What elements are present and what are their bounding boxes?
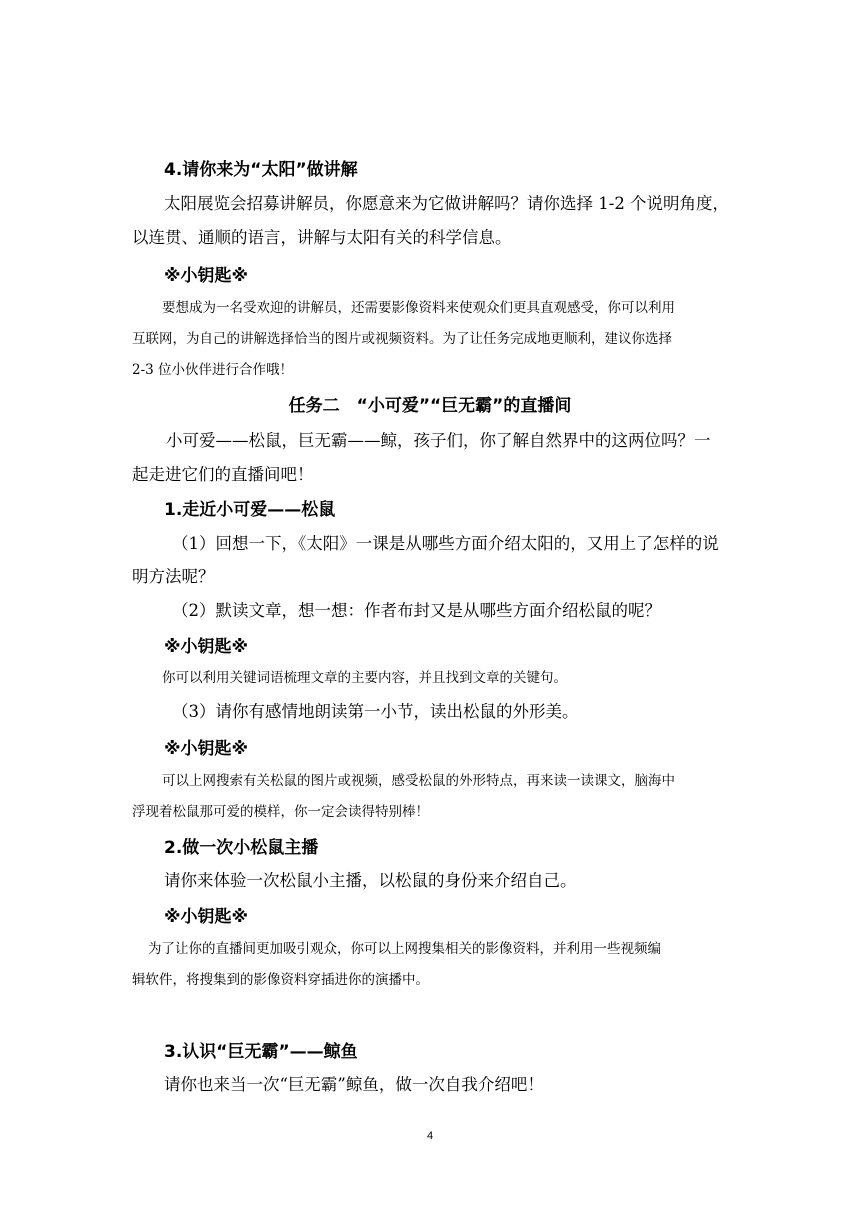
subsection-3-text: 请你也来当一次“巨无霸”鲸鱼，做一次自我介绍吧！ xyxy=(164,1075,544,1094)
key-hint-text-line-2: 互联网，为自己的讲解选择恰当的图片或视频资料。为了让任务完成地更顺利，建议你选择 xyxy=(132,331,672,347)
task-2-title: 任务二 “小可爱”“巨无霸”的直播间 xyxy=(288,396,572,416)
question-2: （2）默读文章，想一想：作者布封又是从哪些方面介绍松鼠的呢？ xyxy=(172,601,661,620)
page-number: 4 xyxy=(426,1130,434,1142)
key-hint-text-line-2: 浮现着松鼠那可爱的模样，你一定会读得特别棒！ xyxy=(132,804,429,820)
key-hint-label: ※小钥匙※ xyxy=(164,637,249,657)
task-2-intro-line-1: 小可爱——松鼠，巨无霸——鲸，孩子们，你了解自然界中的这两位吗？一 xyxy=(166,431,711,450)
key-hint-text-line-1: 可以上网搜索有关松鼠的图片或视频，感受松鼠的外形特点，再来读一读课文，脑海中 xyxy=(162,773,675,789)
question-3: （3）请你有感情地朗读第一小节，读出松鼠的外形美。 xyxy=(172,702,579,721)
subsection-2-heading: 2.做一次小松鼠主播 xyxy=(164,838,319,858)
task-2-intro-line-2: 起走进它们的直播间吧！ xyxy=(132,465,314,484)
key-hint-text: 你可以利用关键词语梳理文章的主要内容，并且找到文章的关键句。 xyxy=(162,670,567,686)
section-4-paragraph-line-1: 太阳展览会招募讲解员，你愿意来为它做讲解吗？请你选择 1-2 个说明角度， xyxy=(164,194,730,213)
key-hint-text-line-2: 辑软件，将搜集到的影像资料穿插进你的演播中。 xyxy=(132,972,429,988)
question-1-line-2: 明方法呢？ xyxy=(132,567,215,586)
section-4-paragraph-line-2: 以连贯、通顺的语言，讲解与太阳有关的科学信息。 xyxy=(132,228,512,247)
key-hint-label: ※小钥匙※ xyxy=(164,907,249,927)
subsection-2-text: 请你来体验一次松鼠小主播，以松鼠的身份来介绍自己。 xyxy=(164,871,577,890)
question-1-line-1: （1）回想一下，《太阳》一课是从哪些方面介绍太阳的，又用上了怎样的说 xyxy=(172,534,719,553)
key-hint-text-line-1: 要想成为一名受欢迎的讲解员，还需要影像资料来使观众们更具直观感受，你可以利用 xyxy=(162,300,675,316)
section-4-heading: 4.请你来为“太阳”做讲解 xyxy=(164,160,358,180)
subsection-3-heading: 3.认识“巨无霸”——鲸鱼 xyxy=(164,1042,358,1062)
key-hint-text-line-1: 为了让你的直播间更加吸引观众，你可以上网搜集相关的影像资料，并利用一些视频编 xyxy=(148,941,661,957)
subsection-1-heading: 1.走近小可爱——松鼠 xyxy=(164,500,336,520)
key-hint-label: ※小钥匙※ xyxy=(164,266,249,286)
key-hint-label: ※小钥匙※ xyxy=(164,739,249,759)
key-hint-text-line-3: 2-3 位小伙伴进行合作哦！ xyxy=(132,362,294,378)
